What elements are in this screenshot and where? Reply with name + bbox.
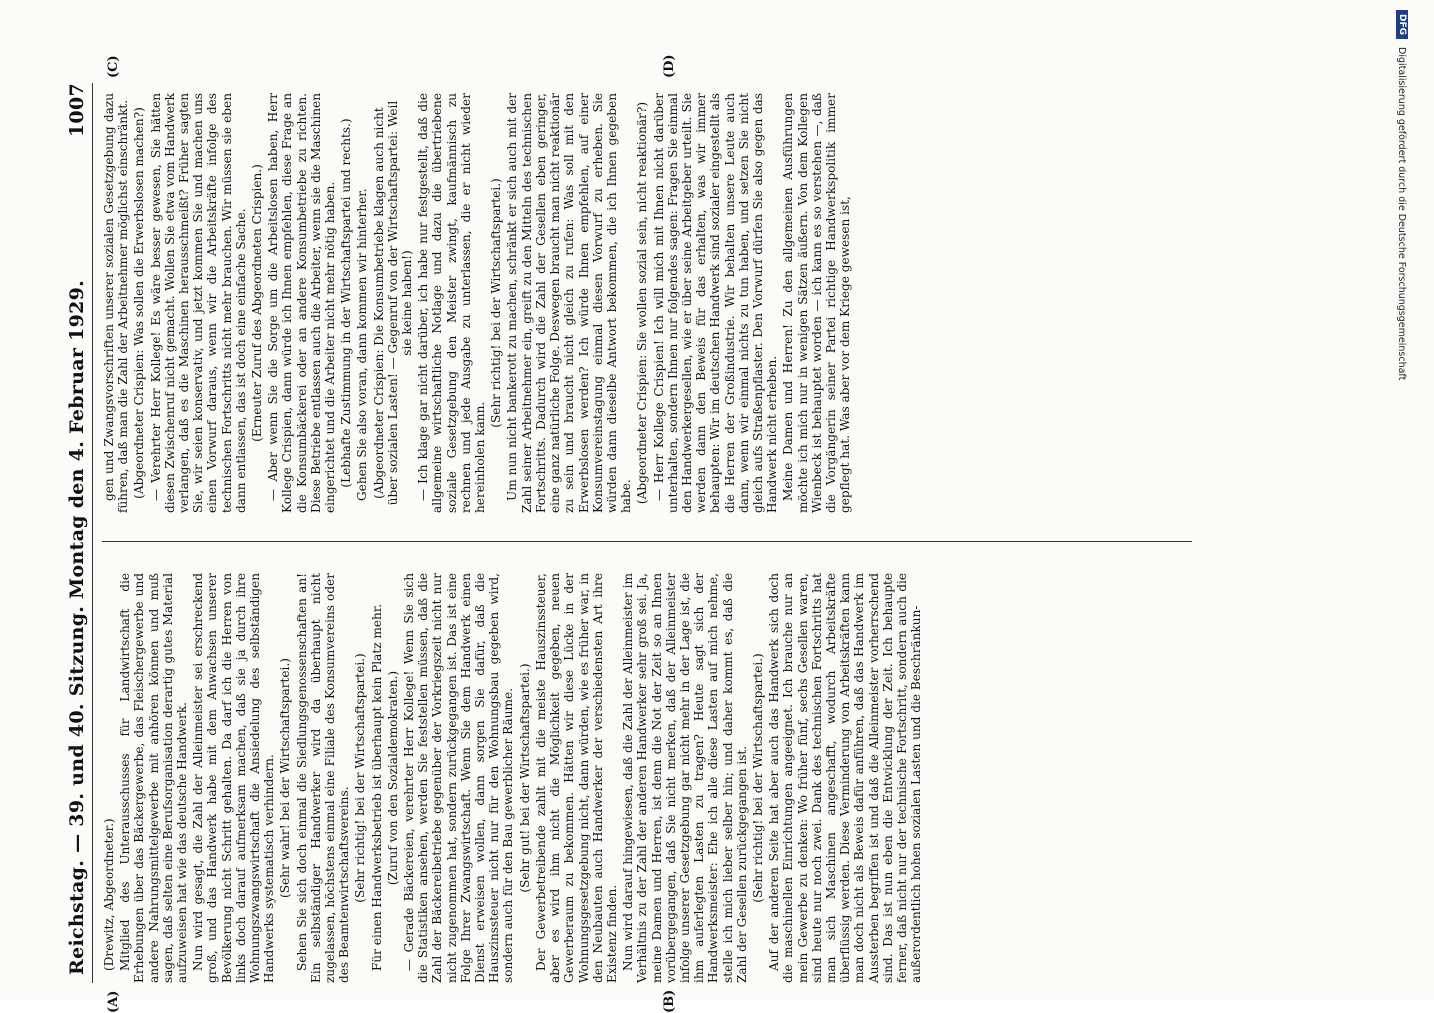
interjection: (Abgeordneter Crispien: Was sollen die Erwerbslosen machen?) <box>132 107 147 499</box>
interjection: (Erneuter Zuruf des Abgeordneten Crispien.) <box>250 164 265 442</box>
interjection: (Sehr richtig! bei der Wirtschaftspartei.) <box>353 653 368 903</box>
paragraph: — Ich klage gar nicht darüber, ich habe nur festgestellt, daß die allgemeine wirtschaftliche Notlage und dazu die übertriebene soziale Gesetzgebung den Meister zwingt, kaufmännisch zu rechnen und jede Ausgabe zu unterlassen, die er nicht wieder hereinholen kann. <box>416 93 488 513</box>
dfg-logo: DFG <box>1396 10 1408 39</box>
header-title: Reichstag. — 39. und 40. Sitzung. Montag den 4. Februar 1929. <box>66 279 88 975</box>
rotated-newspaper-page <box>62 54 1332 1013</box>
margin-letter-b: (B) <box>662 989 677 1013</box>
margin-letter-d: (D) <box>662 54 677 78</box>
paragraph: Gehen Sie also voran, dann kommen wir hinterher. <box>355 188 370 501</box>
interjection: (Sehr wahr! bei der Wirtschaftspartei.) <box>278 658 293 898</box>
paragraph: Nun wird gesagt, die Zahl der Alleinmeister sei erschreckend groß, und das Handwerk habe mit dem Anwachsen unserer Bevölkerung nicht Schritt gehalten. Da darf ich die Herren von links doch darauf aufmerksam machen, daß sie ja durch ihre Wohnungszwangswirtschaft die Ansiedelung des selbständigen Handwerks systematisch verhindern. <box>191 573 277 983</box>
paragraph: (Drewitz, Abgeordneter.) <box>102 818 116 971</box>
interjection: (Abgeordneter Crispien: Die Konsumbetriebe klagen auch nicht über sozialen Lasten! — Gegenruf von der Wirtschaftspartei: Weil sie keine haben!) <box>371 100 415 506</box>
text-column-left <box>102 573 925 983</box>
digitization-note-text: Digitalisierung gefördert durch die Deutsche Forschungsgemeinschaft <box>1396 47 1408 381</box>
margin-letter-c: (C) <box>106 55 121 78</box>
paragraph: Nun wird darauf hingewiesen, daß die Zahl der Alleinmeister im Verhältnis zu der Zahl der anderen Handwerker sehr groß sei. Ja, meine Damen und Herren, ist denn die Not der Zeit so an Ihnen vorübergegangen, daß Sie nicht merken, daß der Alleinmeister infolge unserer Gesetzgebung gar nicht mehr in der Lage ist, die ihm auferlegten Lasten zu tragen? Heute sagt sich der Handwerksmeister: Ehe ich alle diese Lasten auf mich nehme, stelle ich mich lieber selber hin; und daher kommt es, daß die Zahl der Gesellen zurückgegangen ist. <box>621 573 749 983</box>
page-number: 1007 <box>66 83 88 138</box>
paragraph: Für einen Handwerksbetrieb ist überhaupt kein Platz mehr. <box>369 603 384 971</box>
paragraph: — Herr Kollege Crispien! Ich will mich mit Ihnen nicht darüber unterhalten, sondern Ihnen nur folgendes sagen: Fragen Sie einmal den Handwerkergesellen, wie er über seine Arbeitgeber urteilt. Sie werden dann den Beweis für das erhalten, was wir immer behaupten: Wir im deutschen Handwerk sind sozialer eingestellt als die Herren der Großindustrie. Wir behalten unsere Leute auch dann, wenn wir einmal nichts zu tun haben, und setzen Sie nicht gleich aufs Straßenpflaster. Den Vorwurf dürfen Sie also gegen das Handwerk nicht erheben. <box>651 93 780 513</box>
paragraph: gen und Zwangsvorschriften unserer sozialen Gesetzgebung dazu führen, daß man die Zahl der Arbeitnehmer möglichst einschränkt. <box>102 93 131 513</box>
paragraph: — Gerade Bäckereien, verehrter Herr Kollege! Wenn Sie sich die Statistiken ansehen, werden Sie feststellen müssen, daß die Zahl der Bäckereibetriebe gegenüber der Vorkriegszeit nicht nur nicht zugenommen hat, sondern zurückgegangen ist. Das ist eine Folge Ihrer Zwangswirtschaft. Wenn Sie dem Handwerk einen Dienst erweisen wollen, dann sorgen Sie dafür, daß die Hauszinssteuer nicht nur für den Wohnungsbau gegeben wird, sondern auch für den Bau gewerblicher Räume. <box>402 573 516 983</box>
text-column-right <box>102 93 854 513</box>
interjection: (Sehr richtig! bei der Wirtschaftspartei.) <box>750 653 765 903</box>
interjection: (Abgeordneter Crispien: Sie wollen sozial sein, nicht reaktionär?) <box>635 101 650 505</box>
paragraph: Um nun nicht bankerott zu machen, schränkt er sich auch mit der Zahl seiner Arbeitnehmer ein, greift zu den Mitteln des technischen Fortschritts. Dadurch wird die Zahl der Gesellen eben geringer, eine ganz natürliche Folge. Deswegen braucht man nicht reaktionär zu sein und braucht nicht gleich zu rufen: Was soll mit den Erwerbslosen werden? Ich würde Ihnen empfehlen, auf einer Konsumvereinstagung einmal diesen Vorwurf zu erheben. Sie würden dann dieselbe Antwort bekommen, die ich Ihnen gegeben habe. <box>505 93 634 513</box>
interjection: (Zuruf von den Sozialdemokraten.) <box>385 670 400 886</box>
interjection: (Lebhafte Zustimmung in der Wirtschaftspartei und rechts.) <box>339 118 354 488</box>
paragraph: Der Gewerbetreibende zahlt mit die meiste Hauszinssteuer, aber es wird ihm nicht die Möglichkeit gegeben, neuen Gewerberaum zu bekommen. Hätten wir diese Lücke in der Wohnungsgesetzgebung nicht, dann würden, wie es früher war, in den Neubauten auch Handwerker der verschiedensten Art ihre Existenz finden. <box>533 573 619 983</box>
page-header <box>62 83 93 983</box>
paragraph: Auf der anderen Seite hat aber auch das Handwerk sich doch die maschinellen Einrichtungen angeeignet. Ich brauche nur an mein Gewerbe zu denken: Wo früher fünf, sechs Gesellen waren, sind heute nur noch zwei. Dank des technischen Fortschritts hat man sich Maschinen angeschafft, wodurch Arbeitskräfte überflüssig werden. Diese Verminderung von Arbeitskräften kann man doch nicht als Beweis dafür anführen, daß das Handwerk im Aussterben begriffen ist und daß die Alleinmeister vorherrschend sind. Das ist nun eben die Entwicklung der Zeit. Ich behaupte ferner, daß nicht nur der technische Fortschritt, sondern auch die außerordentlich hohen sozialen Lasten und die Beschränkun- <box>767 573 924 983</box>
interjection: (Sehr richtig! bei der Wirtschaftspartei.) <box>489 178 504 428</box>
paragraph: Mitglied des Unterausschusses für Landwirtschaft die Erhebungen über das Bäckergewerbe, das Fleischergewerbe und andere Nahrungsmittelgewerbe mit anhören können und muß sagen, daß selten eine Berufsorganisation derartig gutes Material aufzuweisen hat wie das deutsche Handwerk. <box>118 573 190 983</box>
interjection: (Sehr gut! bei der Wirtschaftspartei.) <box>517 663 532 893</box>
margin-letter-a: (A) <box>106 990 121 1013</box>
paragraph: Sehen Sie sich doch einmal die Siedlungsgenossenschaften an! Ein selbständiger Handwerker wird da überhaupt nicht zugelassen, höchstens einmal eine Filiale des Konsumvereins oder des Beamtenwirtschaftsvereins. <box>294 573 352 983</box>
paragraph: — Aber wenn Sie die Sorge um die Arbeitslosen haben, Herr Kollege Crispien, dann würde ich Ihnen empfehlen, diese Frage an die Konsumbäckerei oder an andere Konsumbetriebe zu richten. Diese Betriebe entlassen auch die Arbeiter, wenn sie die Maschinen eingerichtet und die Arbeiter nicht mehr nötig haben. <box>266 93 338 513</box>
paragraph: — Verehrter Herr Kollege! Es wäre besser gewesen, Sie hätten diesen Zwischenruf nicht gemacht. Wollen Sie etwa vom Handwerk verlangen, daß es die Maschinen herausschmeißt? Früher sagten Sie, wir seien konservativ, und jetzt kommen Sie und machen uns einen Vorwurf daraus, wenn wir die Arbeitskräfte infolge des technischen Fortschritts nicht mehr brauchen. Wir müssen sie eben dann entlassen, das ist doch eine einfache Sache. <box>148 93 248 513</box>
column-divider <box>102 541 1192 542</box>
paragraph: Meine Damen und Herren! Zu den allgemeinen Ausführungen möchte ich mich nur in wenigen Sätzen äußern. Von dem Kollegen Wienbeck ist behauptet worden — ich kann es so verstehen —, daß die Vorgängerin seiner Partei richtige Handwerkspolitik immer gepflegt hat. Was aber vor dem Kriege gewesen ist, <box>781 93 853 513</box>
digitization-note <box>1392 10 1412 990</box>
